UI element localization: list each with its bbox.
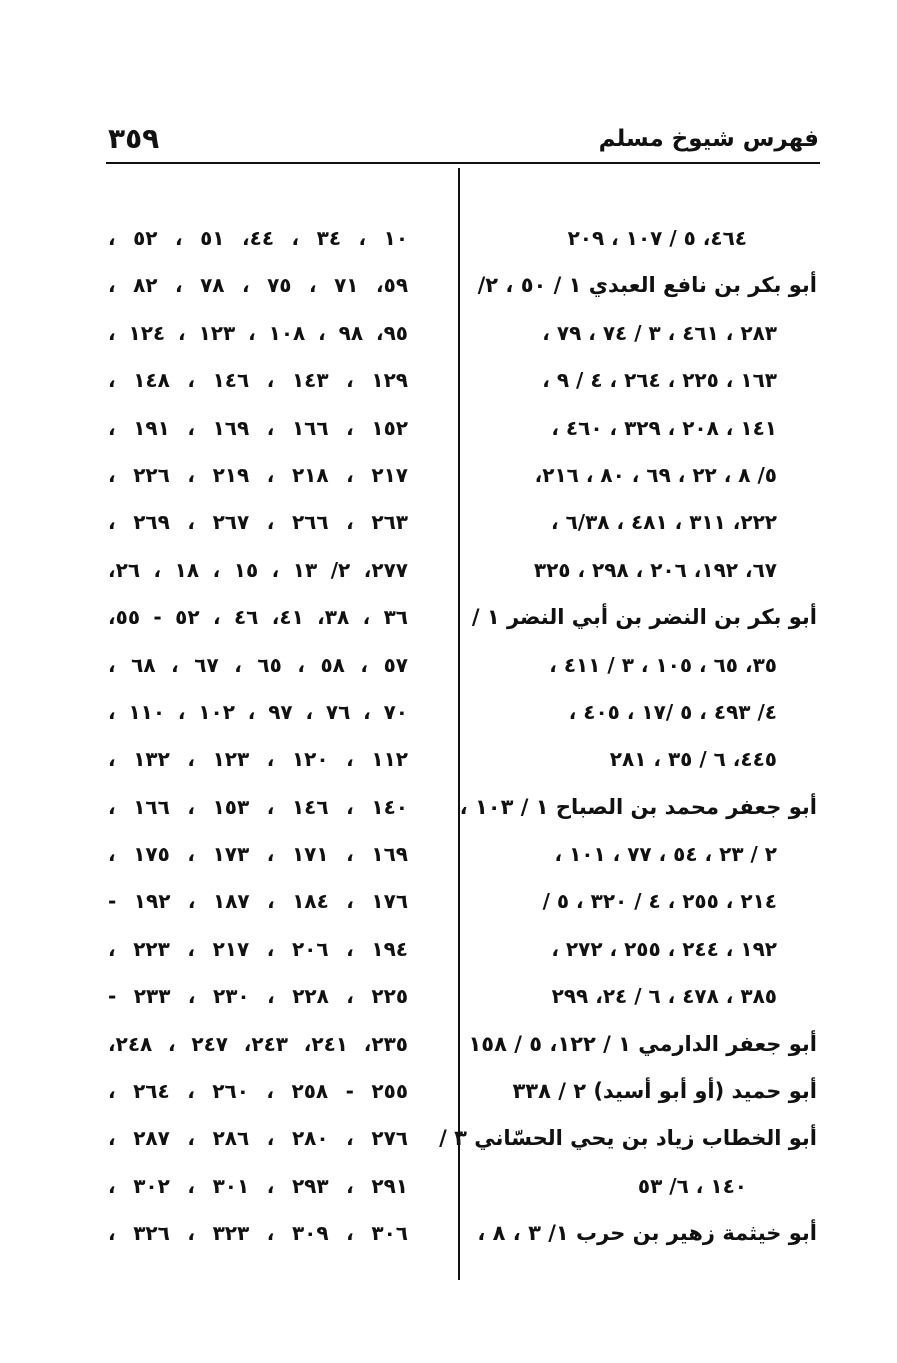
index-line: ١٤١ ، ٢٠٨ ، ٣٢٩ ، ٤٦٠ ، bbox=[551, 415, 777, 440]
index-line: ٩٥، ٩٨ ، ١٠٨ ، ١٢٣ ، ١٢٤ ، bbox=[108, 320, 409, 345]
index-line: ١٠ ، ٣٤ ، ٤٤، ٥١ ، ٥٢ ، bbox=[108, 226, 409, 250]
index-line: ٣٦ ، ٣٨، ٤١، ٤٦ ، ٥٢ - ٥٥، bbox=[108, 605, 409, 630]
index-line: ١٩٤ ، ٢٠٦ ، ٢١٧ ، ٢٢٣ ، bbox=[108, 936, 408, 961]
index-line: ١٧٦ ، ١٨٤ ، ١٨٧ ، ١٩٢ - bbox=[108, 889, 409, 914]
index-line: ١٥٢ ، ١٦٦ ، ١٦٩ ، ١٩١ ، bbox=[108, 415, 408, 440]
index-line: ٧٠ ، ٧٦ ، ٩٧ ، ١٠٢ ، ١١٠ ، bbox=[108, 699, 409, 724]
index-line: ٢٥٥ - ٢٥٨ ، ٢٦٠ ، ٢٦٤ ، bbox=[108, 1079, 409, 1104]
index-entry-heading: أبو حميد (أو أبو أسيد) ٢ / ٣٣٨ bbox=[512, 1079, 817, 1104]
index-line: ٢ / ٢٣ ، ٥٤ ، ٧٧ ، ١٠١ ، bbox=[554, 842, 777, 867]
index-line: ٢٨٣ ، ٤٦١ ، ٣ / ٧٤ ، ٧٩ ، bbox=[542, 320, 777, 345]
index-line: ١٦٣ ، ٢٢٥ ، ٢٦٤ ، ٤ / ٩ ، bbox=[542, 368, 777, 393]
index-line: ٢١٤ ، ٢٥٥ ، ٤ / ٣٢٠ ، ٥ / bbox=[542, 889, 777, 914]
right-column bbox=[439, 215, 817, 1258]
index-line: ٥/ ٨ ، ٢٢ ، ٦٩ ، ٨٠ ، ٢١٦، bbox=[534, 462, 777, 487]
index-line: ٢٩١ ، ٢٩٣ ، ٣٠١ ، ٣٠٢ ، bbox=[108, 1173, 408, 1198]
index-line: ٢٧٦ ، ٢٨٠ ، ٢٨٦ ، ٢٨٧ ، bbox=[108, 1126, 408, 1151]
index-entry-heading: أبو جعفر الدارمي ١ / ١٢٢، ٥ / ١٥٨ bbox=[468, 1031, 817, 1056]
index-line: ٤٦٤، ٥ / ١٠٧ ، ٢٠٩ bbox=[567, 226, 747, 250]
index-line: ٣٨٥ ، ٤٧٨ ، ٦ / ٢٤، ٢٩٩ bbox=[551, 984, 777, 1009]
index-line: ٥٧ ، ٥٨ ، ٦٥ ، ٦٧ ، ٦٨ ، bbox=[108, 652, 408, 677]
index-line: ٣٠٦ ، ٣٠٩ ، ٣٢٣ ، ٣٢٦ ، bbox=[108, 1221, 408, 1246]
index-line: ٥٩، ٧١ ، ٧٥ ، ٧٨ ، ٨٢ ، bbox=[108, 273, 409, 298]
index-line: ١١٢ ، ١٢٠ ، ١٢٣ ، ١٣٢ ، bbox=[108, 747, 408, 772]
index-entry-heading: أبو جعفر محمد بن الصباح ١ / ١٠٣ ، bbox=[459, 794, 817, 819]
index-line: ٢٣٥، ٢٤١، ٢٤٣، ٢٤٧ ، ٢٤٨، bbox=[108, 1031, 409, 1056]
index-line: ٢٢٢، ٣١١ ، ٤٨١ ، ٦/٣٨ ، bbox=[551, 510, 777, 535]
index-line: ٢٢٥ ، ٢٢٨ ، ٢٣٠ ، ٢٣٣ - bbox=[108, 984, 409, 1009]
index-line: ١٢٩ ، ١٤٣ ، ١٤٦ ، ١٤٨ ، bbox=[108, 368, 408, 393]
page-number: ٣٥٩ bbox=[108, 122, 160, 155]
page-header-title: فهرس شيوخ مسلم bbox=[598, 126, 819, 152]
index-line: ١٦٩ ، ١٧١ ، ١٧٣ ، ١٧٥ ، bbox=[108, 842, 408, 867]
column-divider bbox=[458, 168, 460, 1280]
index-line: ٤/ ٤٩٣ ، ٥ /١٧ ، ٤٠٥ ، bbox=[568, 699, 777, 724]
index-entry-heading: أبو بكر بن النضر بن أبي النضر ١ / bbox=[471, 605, 817, 630]
index-line: ٣٥، ٦٥ ، ١٠٥ ، ٣ / ٤١١ ، bbox=[549, 652, 777, 677]
header-rule bbox=[106, 162, 820, 164]
index-line: ١٤٠ ، ٦/ ٥٣ bbox=[637, 1173, 747, 1198]
index-line: ٤٤٥، ٦ / ٣٥ ، ٢٨١ bbox=[609, 747, 777, 772]
index-entry-heading: أبو بكر بن نافع العبدي ١ / ٥٠ ، ٢/ bbox=[477, 273, 817, 298]
index-line: ٢٧٧، ٢/ ١٣ ، ١٥ ، ١٨ ، ٢٦، bbox=[108, 557, 409, 582]
index-line: ٢١٧ ، ٢١٨ ، ٢١٩ ، ٢٢٦ ، bbox=[108, 462, 408, 487]
index-entry-heading: أبو الخطاب زياد بن يحي الحسّاني ٣ / bbox=[439, 1126, 817, 1151]
index-line: ٢٦٣ ، ٢٦٦ ، ٢٦٧ ، ٢٦٩ ، bbox=[108, 510, 408, 535]
left-column bbox=[108, 215, 408, 1258]
index-line: ١٩٢ ، ٢٤٤ ، ٢٥٥ ، ٢٧٢ ، bbox=[551, 936, 777, 961]
index-entry-heading: أبو خيثمة زهير بن حرب ١/ ٣ ، ٨ ، bbox=[477, 1221, 817, 1246]
index-line: ٦٧، ١٩٢، ٢٠٦ ، ٢٩٨ ، ٣٢٥ bbox=[533, 557, 777, 582]
index-line: ١٤٠ ، ١٤٦ ، ١٥٣ ، ١٦٦ ، bbox=[108, 794, 408, 819]
